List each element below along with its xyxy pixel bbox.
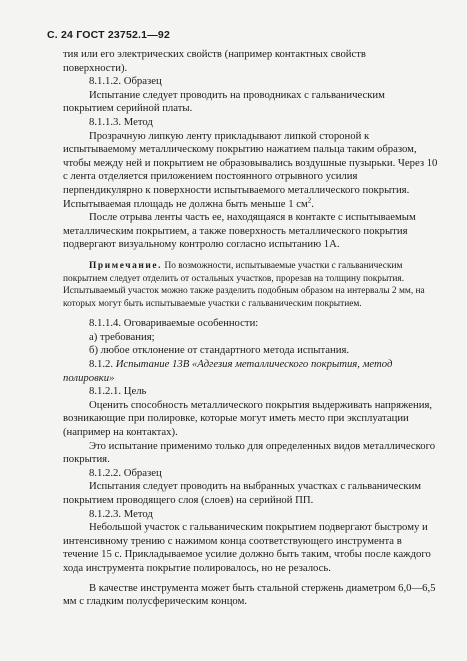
- list-item: а) требования;: [89, 330, 155, 343]
- section-heading-8-1-2-1: 8.1.2.1. Цель: [89, 385, 147, 398]
- paragraph: [63, 130, 438, 212]
- continuation-line: поверхности).: [63, 61, 128, 74]
- section-heading-8-1-2: [63, 358, 438, 385]
- paragraph: Небольшой участок с гальваническим покрытием подвергают быстрому и интенсивному трению с нажимом конца соответствующего инструмента в течение 15 с. Прикладываемое усилие должно быть таким, чтобы после каждого хода инструмента покрытие полировалось, но не резалось.: [63, 521, 431, 574]
- paragraph: Оценить способность металлического покрытия выдерживать напряжения, возникающие при полировке, которые могут иметь место при эксплуатации (например на контактах).: [63, 398, 433, 439]
- section-number: 8.1.2.: [89, 358, 116, 371]
- paragraph-text: Прозрачную липкую ленту прикладывают липкой стороной к испытываемому металлическому покрытию нажатием пальца таким образом, чтобы между ней и покрытием не образовывались воздушные пузырьки. Через 10 с лента отделяется приложением постоянного отрывного усилия перпендикулярно к поверхности испытываемого металлического покрытия. Испытываемая площадь не должна быть меньше 1 см: [63, 129, 438, 210]
- note-text: По возможности, испытываемые участки с гальваническим покрытием следует отделить от остальных участков, прорезав на толщину покрытия. Испытываемый участок можно также разделить подобным образом на интервалы 2 мм, на которых могут быть испытываемые участки с гальваническим покрытием.: [63, 260, 425, 309]
- list-item: б) любое отклонение от стандартного метода испытания.: [89, 344, 350, 357]
- note: [63, 260, 438, 310]
- paragraph: Это испытание применимо только для определенных видов металлического покрытия.: [63, 439, 436, 466]
- section-heading-8-1-2-3: 8.1.2.3. Метод: [89, 507, 153, 520]
- paragraph-text: .: [311, 197, 314, 210]
- section-heading-8-1-1-3: 8.1.1.3. Метод: [89, 115, 153, 128]
- section-heading-8-1-2-2: 8.1.2.2. Образец: [89, 466, 162, 479]
- section-heading-8-1-1-4: 8.1.1.4. Оговариваемые особенности:: [89, 317, 259, 330]
- paragraph: Испытание следует проводить на проводниках с гальваническим покрытием серийной платы.: [63, 88, 385, 115]
- continuation-line: тия или его электрических свойств (например контактных свойств: [63, 48, 366, 60]
- page-header: С. 24 ГОСТ 23752.1—92: [47, 29, 170, 41]
- section-title: Испытание 13В «Адгезия металлического покрытия, метод полировки»: [63, 358, 393, 384]
- paragraph: В качестве инструмента может быть стальной стержень диаметром 6,0—6,5 мм с гладким полусферическим концом.: [63, 581, 436, 608]
- note-label: Примечание.: [89, 260, 163, 271]
- paragraph: После отрыва ленты часть ее, находящаяся в контакте с испытываемым металлическим покрытием, а также поверхность металлического покрытия подвергают визуальному контролю согласно испытанию 1А.: [63, 211, 416, 251]
- superscript: 2: [307, 195, 312, 204]
- document-body: [63, 48, 438, 609]
- paragraph: Испытания следует проводить на выбранных участках с гальваническим покрытием проводящего слоя (слоев) на серийной ПП.: [63, 480, 422, 506]
- section-heading-8-1-1-2: 8.1.1.2. Образец: [89, 75, 162, 88]
